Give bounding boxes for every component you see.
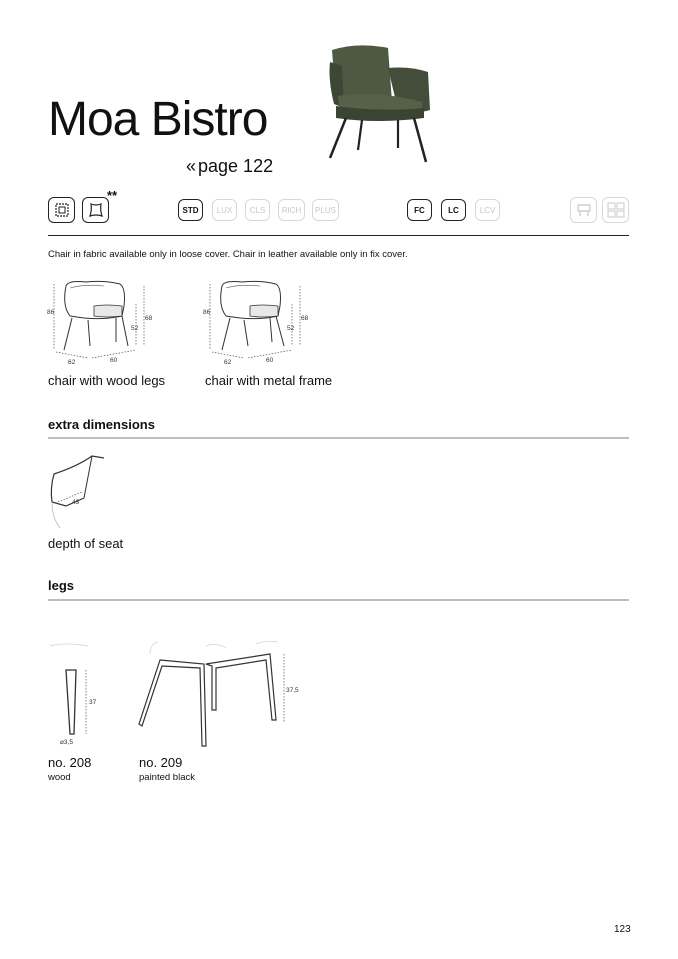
chair-plan-icon: [602, 197, 629, 223]
chair-wood-legs-drawing: [44, 276, 164, 371]
dim-arm-height: 68: [301, 315, 309, 322]
dim-width: 60: [110, 357, 118, 364]
seat-depth-label: depth of seat: [48, 536, 124, 551]
page-number: 123: [614, 924, 631, 935]
leg-finish: painted black: [139, 772, 195, 783]
chair-metal-frame-drawing: [200, 276, 320, 371]
model-label: chair with metal frame: [205, 373, 333, 388]
page-title: Moa Bistro: [48, 93, 268, 146]
leg-number: no. 209: [139, 755, 183, 770]
section-heading-legs: legs: [48, 578, 75, 593]
dim-width: 60: [266, 357, 274, 364]
dim-depth: 62: [224, 359, 232, 366]
dim-leg-height: 37,5: [286, 687, 299, 694]
availability-note: Chair in fabric available only in loose cover. Chair in leather available only in fix cover.: [48, 249, 408, 260]
dim-seat-height: 52: [287, 325, 295, 332]
leg-finish: wood: [48, 772, 71, 783]
fabric-icon: [48, 197, 75, 223]
badge-lcv: LCV: [475, 199, 500, 221]
product-photo: [318, 40, 438, 170]
page-reference-label: page 122: [198, 156, 274, 176]
dim-arm-height: 68: [145, 315, 153, 322]
dim-seat-depth: 43: [72, 499, 80, 506]
leg-number: no. 208: [48, 755, 92, 770]
badge-lux: LUX: [212, 199, 237, 221]
badge-std: STD: [178, 199, 203, 221]
dim-depth: 62: [68, 359, 76, 366]
badge-lc: LC: [441, 199, 466, 221]
badge-fc: FC: [407, 199, 432, 221]
leg-208-drawing: [48, 640, 108, 755]
dim-height: 86: [203, 309, 211, 316]
section-divider: [48, 437, 629, 439]
double-arrow-icon: «: [186, 156, 197, 176]
dim-height: 86: [47, 309, 55, 316]
badge-cls: CLS: [245, 199, 270, 221]
seat-depth-drawing: [44, 452, 114, 537]
leather-icon: [82, 197, 109, 223]
badge-plus: PLUS: [312, 199, 339, 221]
page-reference[interactable]: [186, 156, 273, 177]
section-divider: [48, 599, 629, 601]
section-heading-extra-dimensions: extra dimensions: [48, 417, 155, 432]
dim-seat-height: 52: [131, 325, 139, 332]
dim-leg-diameter: ⌀3,5: [60, 739, 73, 746]
badge-rich: RICH: [278, 199, 305, 221]
header-divider: [48, 235, 629, 236]
chair-front-icon: [570, 197, 597, 223]
dim-leg-height: 37: [89, 699, 97, 706]
leg-209-drawing: [136, 638, 306, 753]
model-label: chair with wood legs: [48, 373, 166, 388]
asterisk-note: **: [107, 188, 118, 203]
